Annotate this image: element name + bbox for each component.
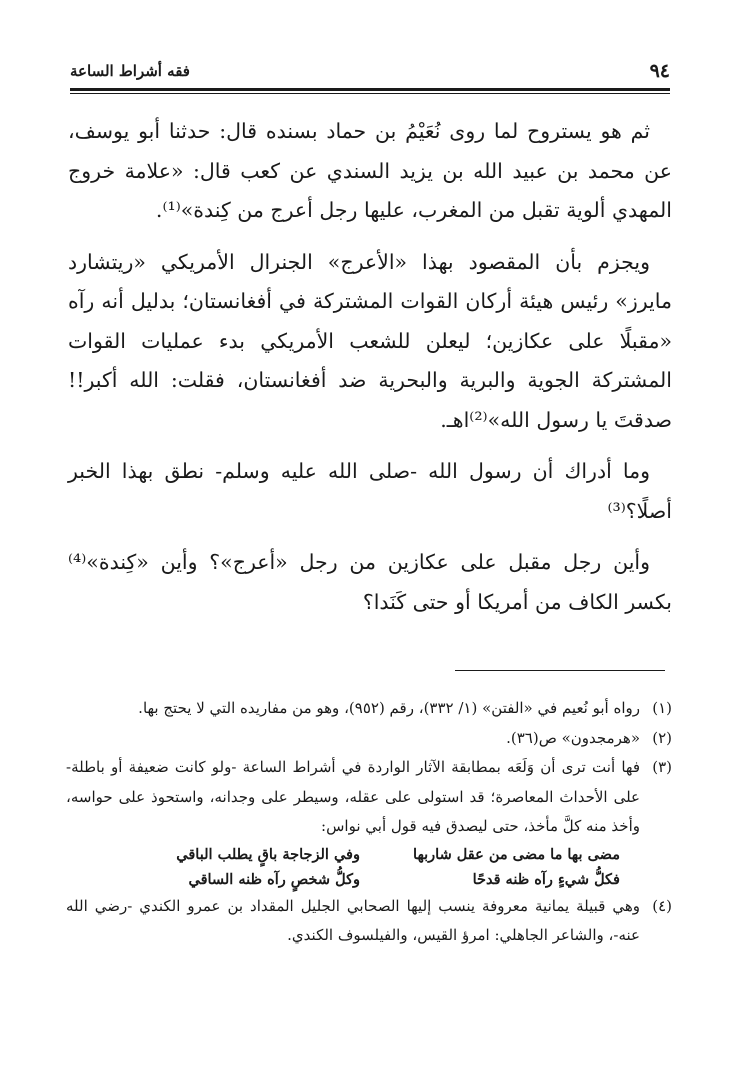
- paragraph: وما أدراك أن رسول الله -صلى الله عليه وسلم- نطق بهذا الخبر أصلًا؟⁽³⁾: [68, 459, 672, 523]
- footnote: [66, 724, 672, 754]
- poem-verse: [66, 842, 620, 867]
- footnotes: [66, 694, 672, 951]
- footnote: [66, 753, 672, 842]
- paragraph: وأين رجل مقبل على عكازين من رجل «أعرج»؟ وأين «كِندة»⁽⁴⁾ بكسر الكاف من أمريكا أو حتى كَنَدا؟: [68, 550, 672, 614]
- footnote-text: رواه أبو نُعيم في «الفتن» (١/ ٣٣٢)، رقم (٩٥٢)، وهو من مفاريده التي لا يحتج بها.: [138, 699, 640, 717]
- header-rule-thin: [70, 93, 670, 94]
- header-rule-thick: [70, 88, 670, 91]
- paragraph: ويجزم بأن المقصود بهذا «الأعرج» الجنرال الأمريكي «ريتشارد مايرز» رئيس هيئة أركان القوات المشتركة في أفغانستان؛ بدليل أنه رآه «مقبلًا على عكازين؛ ليعلن للشعب الأمريكي بدء عمليات القوات المشتركة الجوية والبرية والبحرية ضد أفغانستان، فقلت: الله أكبر!! صدقتَ يا رسول الله»⁽²⁾اهـ.: [68, 249, 672, 432]
- footnote-separator: [455, 670, 665, 671]
- poem: [66, 842, 672, 892]
- footnote-number: (٣): [652, 758, 672, 776]
- poem-hemistich: فكلُّ شيءٍ رآه ظنه قدحًا: [472, 870, 620, 888]
- main-text: [68, 112, 672, 622]
- footnote-text: وهي قبيلة يمانية معروفة ينسب إليها الصحابي الجليل المقداد بن عمرو الكندي -رضي الله عنه-، والشاعر الجاهلي: امرؤ القيس، والفيلسوف الكندي.: [66, 896, 640, 944]
- footnote-text: فها أنت ترى أن وَلَعَه بمطابقة الآثار الواردة في أشراط الساعة -ولو كانت ضعيفة أو باطلة- على الأحداث المعاصرة؛ قد استولى على عقله، وسيطر على وجدانه، واستحوذ على حواسه، وأخذ منه كلَّ مأخذ، حتى ليصدق فيه قول أبي نواس:: [66, 758, 640, 835]
- footnote-number: (٢): [652, 728, 672, 747]
- footnote-text: «هرمجدون» ص(٣٦).: [506, 728, 640, 747]
- footnote-number: (٤): [652, 896, 672, 915]
- footnote: [66, 892, 672, 951]
- poem-verse: [66, 867, 620, 892]
- page-header: [70, 60, 670, 84]
- running-title: فقه أشراط الساعة: [70, 62, 190, 80]
- page-number: ٩٤: [649, 60, 670, 82]
- poem-hemistich: وفي الزجاجة باقٍ يطلب الباقي: [176, 845, 360, 863]
- poem-hemistich: مضى بها ما مضى من عقل شاربها: [413, 845, 620, 863]
- footnote: [66, 694, 672, 724]
- footnote-number: (١): [652, 699, 672, 717]
- poem-hemistich: وكلُّ شخصٍ رآه ظنه الساقي: [188, 870, 360, 888]
- paragraph: ثم هو يستروح لما روى نُعَيْمُ بن حماد بسنده قال: حدثنا أبو يوسف، عن محمد بن عبيد الله بن يزيد السندي عن كعب قال: «علامة خروج المهدي ألوية تقبل من المغرب، عليها رجل أعرج من كِندة»⁽¹⁾.: [68, 119, 672, 222]
